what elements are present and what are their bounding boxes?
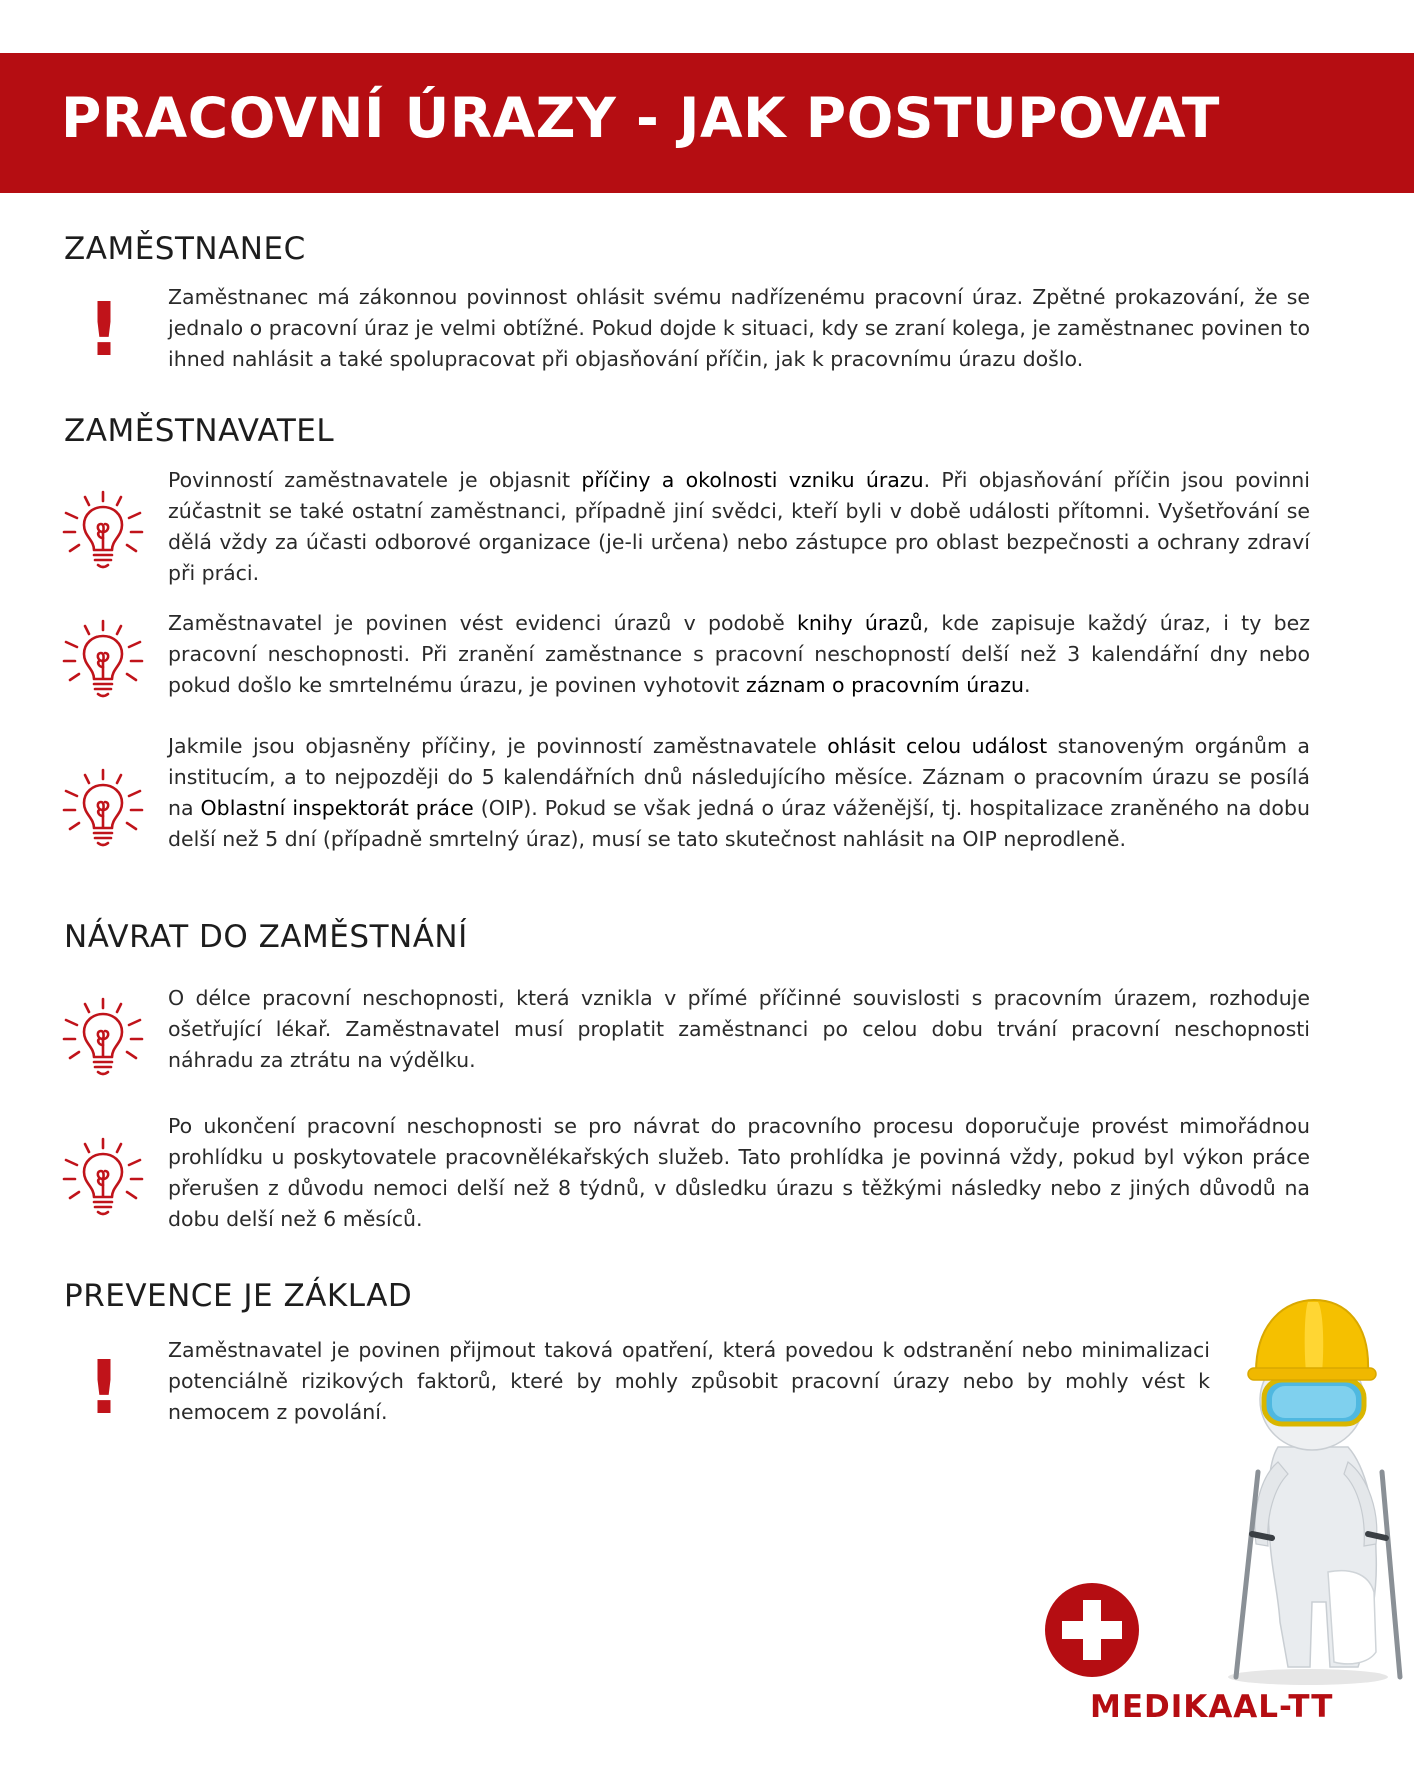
highlight-report-event: ohlásit celou událost (827, 734, 1048, 758)
return-paragraph-2: Po ukončení pracovní neschopnosti se pro návrat do pracovního procesu doporučuje provést mimořádnou prohlídku u poskytovatele pracovnělékařských služeb. Tato prohlídka je povinná vždy, pokud byl výkon práce přerušen z důvodu nemoci delší než 8 týdnů, v důsledku úrazu s těžkými následky nebo z jiných důvodů na dobu delší než 6 měsíců. (168, 1114, 1310, 1231)
section-heading-employee: ZAMĚSTNANEC (64, 231, 306, 267)
lightbulb-icon (60, 617, 146, 703)
highlight-causes: příčiny a okolnosti vzniku úrazu (581, 468, 924, 492)
title-banner (0, 53, 1414, 193)
exclamation-icon: ! (87, 1345, 121, 1431)
lightbulb-icon (60, 488, 146, 574)
text-run: . Při objasňování příčin jsou povinni zúčastnit se také ostatní zaměstnanci, případně jiní svědci, kteří byli v době události přítomni. Vyšetřování se dělá vždy za účasti odborové organizace (je-li určena) nebo zástupce pro oblast bezpečnosti a ochrany zdraví při práci. (168, 468, 1310, 585)
employer-paragraph-1 (168, 465, 1310, 589)
text-run: stanoveným orgánům a institucím, a to nejpozději do 5 kalendářních dnů následujícího měsíce. Záznam o pracovním úrazu se posílá na (168, 734, 1310, 820)
lightbulb-icon (60, 1135, 146, 1221)
lightbulb-icon (60, 995, 146, 1081)
section-heading-employer: ZAMĚSTNAVATEL (64, 413, 335, 449)
page-title: PRACOVNÍ ÚRAZY - JAK POSTUPOVAT (61, 86, 1220, 150)
lightbulb-icon (60, 766, 146, 852)
highlight-labour-inspectorate: Oblastní inspektorát práce (200, 796, 474, 820)
logo-text: MEDIKAAL-TT (1090, 1689, 1334, 1725)
highlight-injury-record: záznam o pracovním úrazu (745, 673, 1024, 697)
highlight-injury-book: knihy úrazů (796, 611, 923, 635)
text-run: (OIP). Pokud se však jedná o úraz váženější, tj. hospitalizace zraněného na dobu delší než 5 dní (případně smrtelný úraz), musí se tato skutečnost nahlásit na OIP neprodleně. (168, 796, 1310, 851)
text-run: Jakmile jsou objasněny příčiny, je povinností zaměstnavatele (168, 734, 828, 758)
injured-worker-with-crutches-illustration (1208, 1272, 1408, 1687)
employer-paragraph-3 (168, 731, 1310, 855)
text-run: Povinností zaměstnavatele je objasnit (168, 468, 582, 492)
section-heading-prevention: PREVENCE JE ZÁKLAD (64, 1278, 413, 1314)
exclamation-icon: ! (87, 287, 121, 373)
employer-paragraph-2 (168, 608, 1310, 701)
text-run: Zaměstnavatel je povinen vést evidenci úrazů v podobě (168, 611, 797, 635)
text-run: , kde zapisuje každý úraz, i ty bez pracovní neschopnosti. Při zranění zaměstnance s pracovní neschopností delší než 3 kalendářní dny nebo pokud došlo ke smrtelnému úrazu, je povinen vyhotovit (168, 611, 1310, 697)
medical-cross-icon (1044, 1582, 1140, 1678)
prevention-paragraph: Zaměstnavatel je povinen přijmout taková opatření, která povedou k odstranění nebo minimalizaci potenciálně rizikových faktorů, které by mohly způsobit pracovní úrazy nebo by mohly vést k nemocem z povolání. (168, 1338, 1210, 1424)
employee-paragraph: Zaměstnanec má zákonnou povinnost ohlásit svému nadřízenému pracovní úraz. Zpětné prokazování, že se jednalo o pracovní úraz je velmi obtížné. Pokud dojde k situaci, kdy se zraní kolega, je zaměstnanec povinen to ihned nahlásit a také spolupracovat při objasňování příčin, jak k pracovnímu úrazu došlo. (168, 285, 1310, 371)
text-run: . (1023, 673, 1031, 697)
return-paragraph-1: O délce pracovní neschopnosti, která vznikla v přímé příčinné souvislosti s pracovním úrazem, rozhoduje ošetřující lékař. Zaměstnavatel musí proplatit zaměstnanci po celou dobu trvání pracovní neschopnosti náhradu za ztrátu na výdělku. (168, 986, 1310, 1072)
section-heading-return: NÁVRAT DO ZAMĚSTNÁNÍ (64, 919, 468, 955)
